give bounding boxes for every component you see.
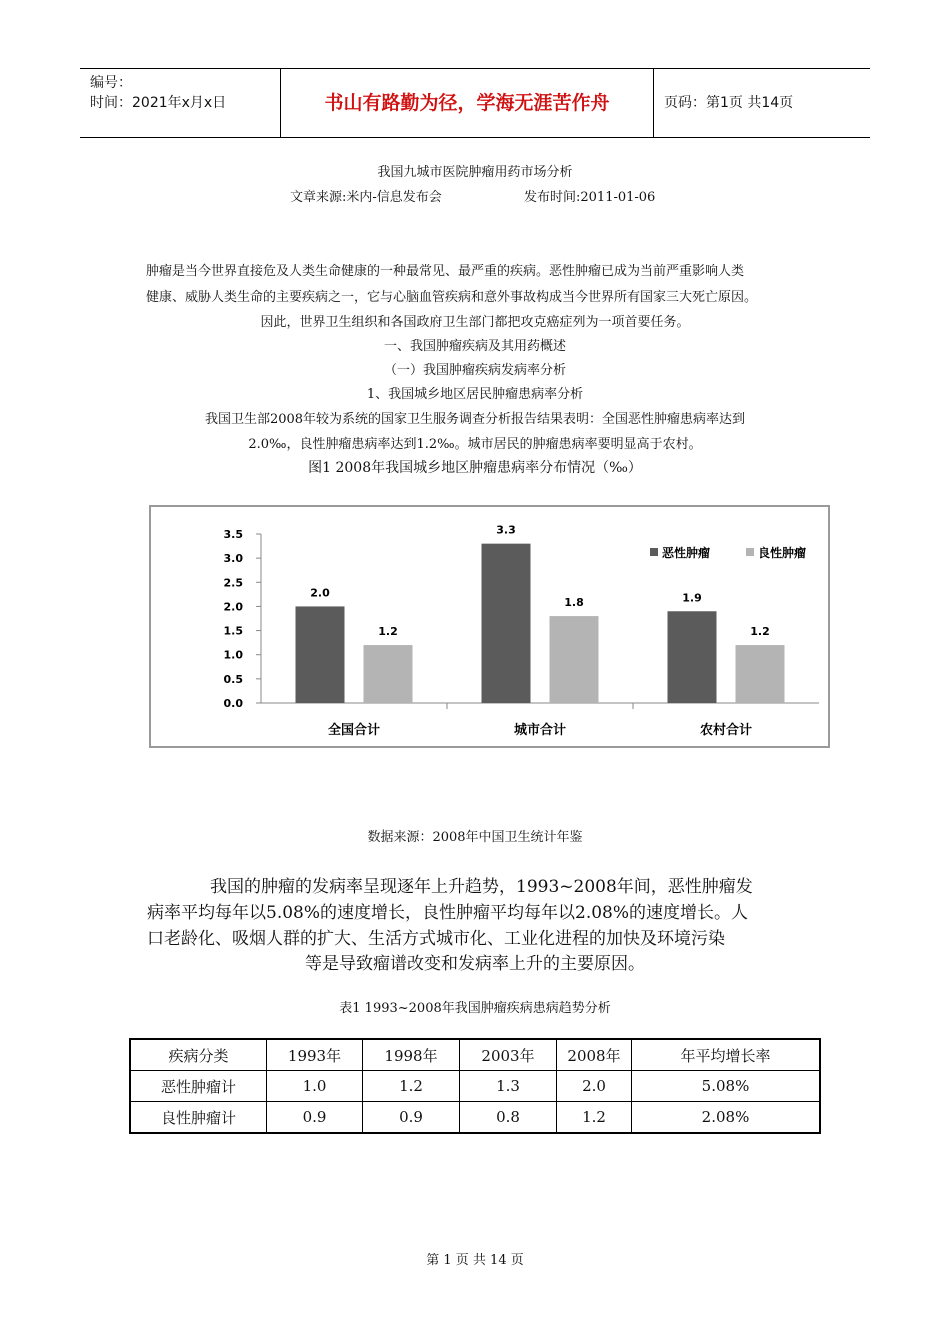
date-label: 时间：2021年x月x日 xyxy=(90,95,227,111)
heading-3: 1、我国城乡地区居民肿瘤患病率分析 xyxy=(366,387,584,402)
header-slogan: 书山有路勤为径，学海无涯苦作舟 xyxy=(280,69,654,137)
legend-label: 良性肿瘤 xyxy=(758,546,807,560)
table-cell: 2.0 xyxy=(557,1071,632,1102)
y-tick-label: 1.5 xyxy=(223,624,243,638)
bar-data-label: 3.3 xyxy=(496,523,516,537)
y-tick-label: 2.5 xyxy=(223,576,243,590)
table-header-cell: 1993年 xyxy=(267,1039,363,1071)
y-tick-label: 0.5 xyxy=(223,672,243,686)
bar-data-label: 2.0 xyxy=(310,586,330,600)
bar-chart xyxy=(149,505,830,748)
bar-data-label: 1.2 xyxy=(750,625,770,639)
para3-line-2: 病率平均每年以5.08%的速度增长，良性肿瘤平均每年以2.08%的速度增长。人 xyxy=(147,903,749,923)
table-cell: 1.0 xyxy=(267,1071,363,1102)
table-header-cell: 1998年 xyxy=(363,1039,460,1071)
bar-data-label: 1.9 xyxy=(682,591,702,605)
legend-swatch xyxy=(650,548,658,556)
x-category-label: 全国合计 xyxy=(327,723,381,738)
bar-benign xyxy=(736,645,785,703)
bar-data-label: 1.2 xyxy=(378,625,398,639)
table-cell: 1.2 xyxy=(557,1102,632,1134)
table-header-cell: 2008年 xyxy=(557,1039,632,1071)
legend-label: 恶性肿瘤 xyxy=(662,546,711,560)
table-row xyxy=(130,1071,820,1102)
trend-table xyxy=(129,1038,821,1134)
heading-1: 一、我国肿瘤疾病及其用药概述 xyxy=(383,339,566,354)
intro-line-3: 因此，世界卫生组织和各国政府卫生部门都把攻克癌症列为一项首要任务。 xyxy=(260,315,690,330)
bar-malignant xyxy=(482,544,531,703)
y-tick-label: 2.0 xyxy=(223,600,243,614)
table-header-cell: 疾病分类 xyxy=(130,1039,267,1071)
article-title: 我国九城市医院肿瘤用药市场分析 xyxy=(377,165,573,180)
y-tick-label: 3.5 xyxy=(223,528,243,541)
para3-line-4: 等是导致瘤谱改变和发病率上升的主要原因。 xyxy=(305,954,645,974)
table-header-row xyxy=(130,1039,820,1071)
table-cell: 0.9 xyxy=(363,1102,460,1134)
table-row xyxy=(130,1102,820,1134)
legend-swatch xyxy=(746,548,754,556)
bar-malignant xyxy=(296,606,345,703)
y-tick-label: 0.0 xyxy=(223,697,243,710)
article-source: 文章来源:米内-信息发布会 xyxy=(290,190,442,205)
para2-line-2: 2.0‰，良性肿瘤患病率达到1.2‰。城市居民的肿瘤患病率要明显高于农村。 xyxy=(248,437,702,452)
chart-svg xyxy=(151,507,828,746)
table-cell: 1.2 xyxy=(363,1071,460,1102)
table-header-cell: 年平均增长率 xyxy=(632,1039,821,1071)
para3-line-1: 我国的肿瘤的发病率呈现逐年上升趋势，1993~2008年间，恶性肿瘤发 xyxy=(210,877,753,897)
para3-line-3: 口老龄化、吸烟人群的扩大、生活方式城市化、工业化进程的加快及环境污染 xyxy=(147,929,725,949)
page-footer: 第 1 页 共 14 页 xyxy=(426,1253,524,1268)
table-cell: 良性肿瘤计 xyxy=(130,1102,267,1134)
table-cell: 5.08% xyxy=(632,1071,821,1102)
table-cell: 1.3 xyxy=(460,1071,557,1102)
bar-benign xyxy=(550,616,599,703)
article-pub-time: 发布时间:2011-01-06 xyxy=(524,190,656,205)
heading-2: （一）我国肿瘤疾病发病率分析 xyxy=(383,363,566,378)
data-source: 数据来源：2008年中国卫生统计年鉴 xyxy=(367,830,583,845)
table-cell: 恶性肿瘤计 xyxy=(130,1071,267,1102)
header-page-label: 页码：第1页 共14页 xyxy=(664,95,794,111)
y-tick-label: 1.0 xyxy=(223,648,243,662)
bar-benign xyxy=(364,645,413,703)
intro-line-2: 健康、威胁人类生命的主要疾病之一，它与心脑血管疾病和意外事故构成当今世界所有国家三大死亡原因。 xyxy=(146,290,758,305)
header-left-cell xyxy=(80,69,280,137)
document-header xyxy=(80,68,870,138)
number-label: 编号： xyxy=(90,75,132,91)
para2-line-1: 我国卫生部2008年较为系统的国家卫生服务调查分析报告结果表明：全国恶性肿瘤患病率达到 xyxy=(204,412,746,427)
y-tick-label: 3.0 xyxy=(223,552,243,566)
table-header-cell: 2003年 xyxy=(460,1039,557,1071)
table-caption: 表1 1993~2008年我国肿瘤疾病患病趋势分析 xyxy=(339,1001,611,1016)
x-category-label: 城市合计 xyxy=(513,723,567,738)
figure-caption: 图1 2008年我国城乡地区肿瘤患病率分布情况（‰） xyxy=(308,460,642,476)
intro-line-1: 肿瘤是当今世界直接危及人类生命健康的一种最常见、最严重的疾病。恶性肿瘤已成为当前严重影响人类 xyxy=(146,264,745,279)
bar-data-label: 1.8 xyxy=(564,596,584,610)
table-cell: 2.08% xyxy=(632,1102,821,1134)
table-cell: 0.8 xyxy=(460,1102,557,1134)
table-cell: 0.9 xyxy=(267,1102,363,1134)
bar-malignant xyxy=(668,611,717,703)
x-category-label: 农村合计 xyxy=(699,723,753,738)
